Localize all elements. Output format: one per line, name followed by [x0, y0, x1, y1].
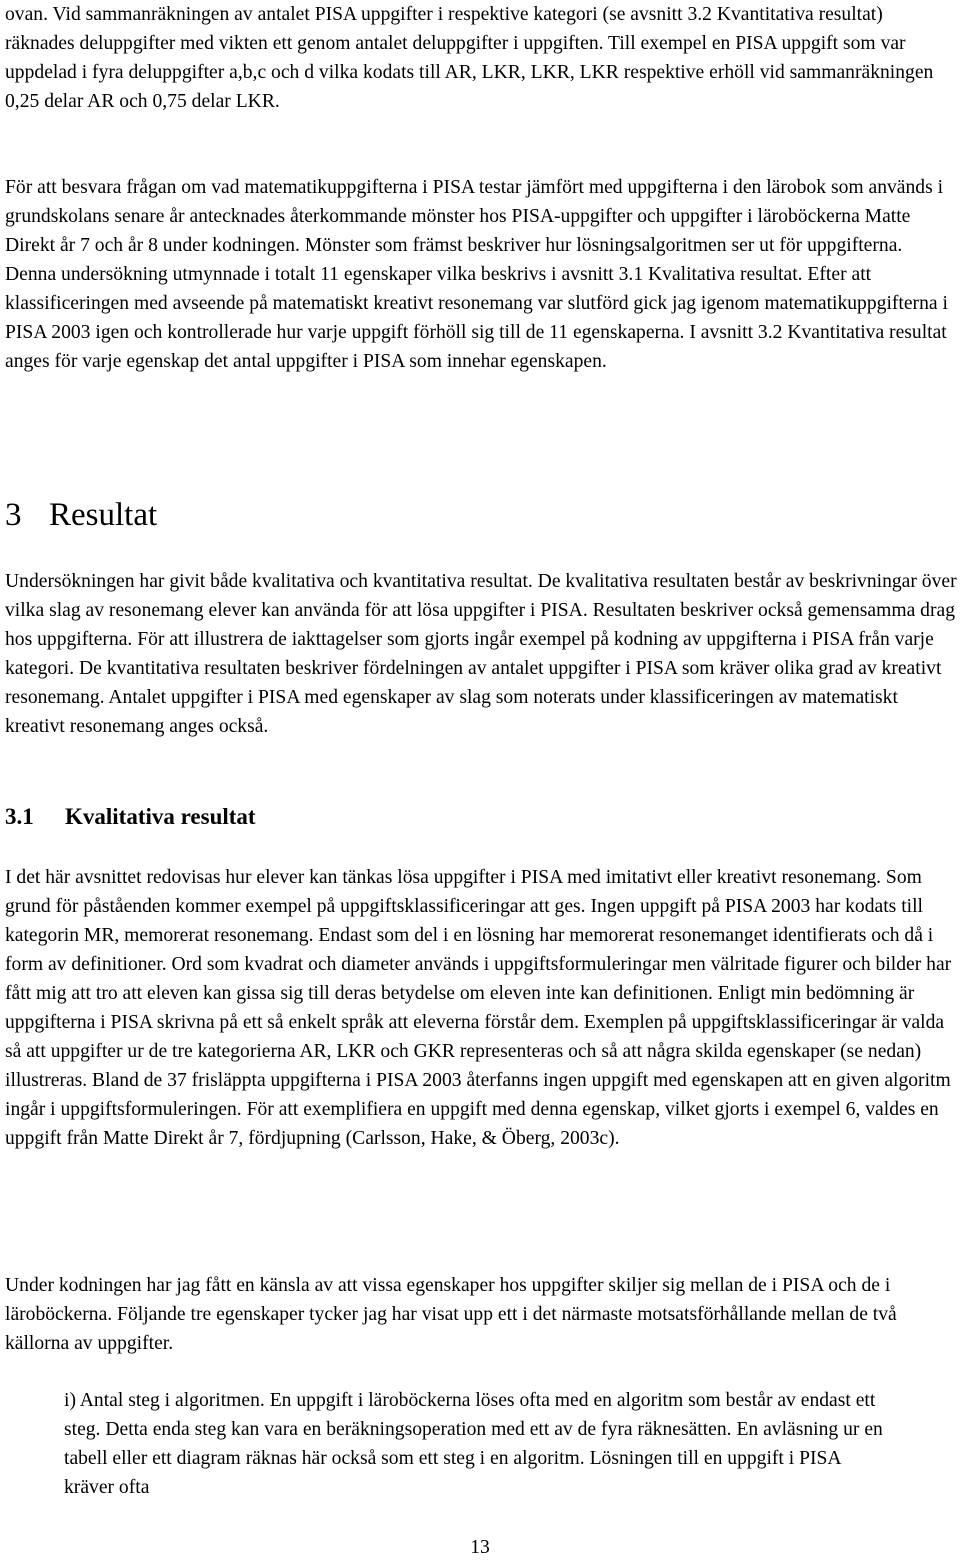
- paragraph-method-counting: ovan. Vid sammanräkningen av antalet PISA uppgifter i respektive kategori (se avsnitt 3.2 Kvantitativa resultat) räknades deluppgifter med vikten ett genom antalet deluppgifter i uppgiften. Till exempel en PISA uppgift som var uppdelad i fyra deluppgifter a,b,c och d vilka kodats till AR, LKR, LKR, LKR respektive erhöll vid sammanräkningen 0,25 delar AR och 0,75 delar LKR.: [5, 4, 934, 112]
- paragraph-qualitative: I det här avsnittet redovisas hur elever kan tänkas lösa uppgifter i PISA med imitativt eller kreativt resonemang. Som grund för påståenden kommer exempel på uppgiftsklassificeringar att ges. Ingen uppgift på PISA 2003 har kodats till kategorin MR, memorerat resonemang. Endast som del i en lösning har memorerat resonemanget identifierats och då i form av definitioner. Ord som kvadrat och diameter används i uppgiftsformuleringar men välritade figurer och bilder har fått mig att tro att eleven kan gissa sig till deras betydelse om eleven inte kan definitionen. Enligt min bedömning är uppgifterna i PISA skrivna på ett så enkelt språk att eleverna förstår dem. Exemplen på uppgiftsklassificeringar är valda så att uppgifter ur de tre kategorierna AR, LKR och GKR representeras och så att några skilda egenskaper (se nedan) illustreras. Bland de 37 frisläppta uppgifterna i PISA 2003 återfanns ingen uppgift med egenskapen att en given algoritm ingår i uppgiftsformuleringen. För att exemplifiera en uppgift med denna egenskap, vilket gjorts i exempel 6, valdes en uppgift från Matte Direkt år 7, fördjupning (Carlsson, Hake, & Öberg, 2003c).: [5, 867, 952, 1149]
- page-number: 13: [470, 1537, 490, 1558]
- section-title: Resultat: [49, 497, 158, 533]
- paragraph-method-patterns: För att besvara frågan om vad matematikuppgifterna i PISA testar jämfört med uppgifterna i den lärobok som används i grundskolans senare år antecknades återkommande mönster hos PISA-uppgifter och uppgifter i läroböckerna Matte Direkt år 7 och år 8 under kodningen. Mönster som främst beskriver hur lösningsalgoritmen ser ut för uppgifterna. Denna undersökning utmynnade i totalt 11 egenskaper vilka beskrivs i avsnitt 3.1 Kvalitativa resultat. Efter att klassificeringen med avseende på matematiskt kreativt resonemang var slutförd gick jag igenom matematikuppgifterna i PISA 2003 igen och kontrollerade hur varje uppgift förhöll sig till de 11 egenskaperna. I avsnitt 3.2 Kvantitativa resultat anges för varje egenskap det antal uppgifter i PISA som innehar egenskapen.: [5, 177, 948, 372]
- subsection-number: 3.1: [5, 804, 34, 829]
- subsection-title: Kvalitativa resultat: [65, 804, 256, 829]
- subsection-heading: [5, 801, 256, 833]
- section-heading: [5, 491, 157, 539]
- paragraph-results-intro: Undersökningen har givit både kvalitativa och kvantitativa resultat. De kvalitativa resultaten består av beskrivningar över vilka slag av resonemang elever kan använda för att lösa uppgifter i PISA. Resultaten beskriver också gemensamma drag hos uppgifterna. För att illustrera de iakttagelser som gjorts ingår exempel på kodning av uppgifterna i PISA från varje kategori. De kvantitativa resultaten beskriver fördelningen av antalet uppgifter i PISA som kräver olika grad av kreativt resonemang. Antalet uppgifter i PISA med egenskaper av slag som noterats under klassificeringen av matematiskt kreativt resonemang anges också.: [5, 571, 957, 737]
- list-item-steps: i) Antal steg i algoritmen. En uppgift i läroböckerna löses ofta med en algoritm som består av endast ett steg. Detta enda steg kan vara en beräkningsoperation med ett av de fyra räknesätten. En avläsning ur en tabell eller ett diagram räknas här också som ett steg i en algoritm. Lösningen till en uppgift i PISA kräver ofta: [64, 1390, 883, 1498]
- section-number: 3: [5, 497, 22, 533]
- paragraph-coding-feeling: Under kodningen har jag fått en känsla av att vissa egenskaper hos uppgifter skiljer sig mellan de i PISA och de i läroböckerna. Följande tre egenskaper tycker jag har visat upp ett i det närmaste motsatsförhållande mellan de två källorna av uppgifter.: [5, 1275, 897, 1354]
